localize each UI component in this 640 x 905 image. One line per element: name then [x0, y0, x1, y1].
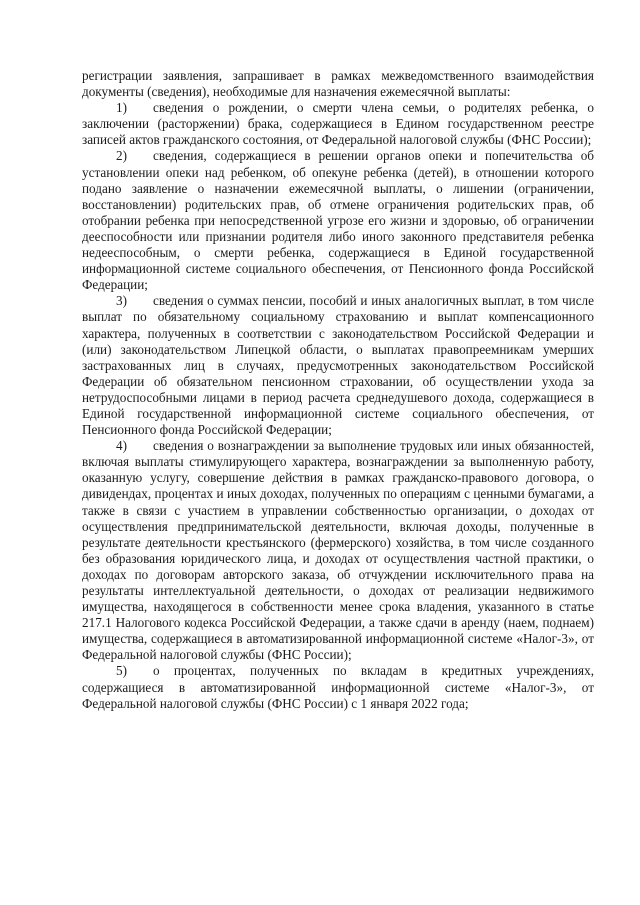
list-item — [82, 438, 594, 663]
list-item-number: 5) — [116, 663, 127, 679]
list-item-number: 4) — [116, 438, 127, 454]
list-item-number: 2) — [116, 148, 127, 164]
intro-paragraph: регистрации заявления, запрашивает в рамках межведомственного взаимодействия документы (сведения), необходимые для назначения ежемесячной выплаты: — [82, 68, 594, 100]
list-item — [82, 663, 594, 711]
list-item-text: сведения о рождении, о смерти члена семьи, о родителях ребенка, о заключении (расторжении) брака, содержащиеся в Едином государственном реестре записей актов гражданского состояния, от Федеральной налоговой службы (ФНС России); — [82, 100, 594, 148]
list-item-text: сведения, содержащиеся в решении органов опеки и попечительства об установлении опеки над ребенком, об опекуне ребенка (детей), в отношении которого подано заявление о назначении ежемесячной выплаты, о лишении (ограничении, восстановлении) родительских прав, об отмене ограничения родительских прав, об отобрании ребенка при непосредственной угрозе его жизни и здоровью, об ограничении дееспособности или признании родителя либо иного законного представителя ребенка недееспособным, о смерти ребенка, содержащиеся в Единой государственной информационной системе социального обеспечения, от Пенсионного фонда Российской Федерации; — [82, 148, 594, 293]
list-item-text: о процентах, полученных по вкладам в кредитных учреждениях, содержащиеся в автоматизированной информационной системе «Налог-3», от Федеральной налоговой службы (ФНС России) с 1 января 2022 года; — [82, 663, 594, 711]
list-item-text: сведения о суммах пенсии, пособий и иных аналогичных выплат, в том числе выплат по обязательному социальному страхованию и выплат компенсационного характера, полученных в соответствии с законодательством Российской Федерации и (или) законодательством Липецкой области, о выплатах правопреемникам умерших застрахованных лиц в случаях, предусмотренных законодательством Российской Федерации об обязательном пенсионном страховании, об осуществлении ухода за нетрудоспособными лицами в период расчета среднедушевого дохода, содержащиеся в Единой государственной информационной системе социального обеспечения, от Пенсионного фонда Российской Федерации; — [82, 293, 594, 438]
list-item-number: 3) — [116, 293, 127, 309]
document-page — [82, 68, 594, 712]
list-item — [82, 100, 594, 148]
list-item-number: 1) — [116, 100, 127, 116]
list-item — [82, 148, 594, 293]
list-item-text: сведения о вознаграждении за выполнение трудовых или иных обязанностей, включая выплаты стимулирующего характера, вознаграждении за выполненную работу, оказанную услугу, совершение действия в рамках гражданско-правового договора, о дивидендах, процентах и иных доходах, полученных по операциям с ценными бумагами, а также в связи с участием в управлении собственностью организации, о доходах от осуществления предпринимательской деятельности, включая доходы, полученные в результате деятельности крестьянского (фермерского) хозяйства, в том числе созданного без образования юридического лица, и доходах от осуществления частной практики, о доходах по договорам авторского заказа, об отчуждении исключительного права на результаты интеллектуальной деятельности, о доходах от реализации недвижимого имущества, находящегося в собственности менее срока владения, указанного в статье 217.1 Налогового кодекса Российской Федерации, а также сдачи в аренду (наем, поднаем) имущества, содержащиеся в автоматизированной информационной системе «Налог-3», от Федеральной налоговой службы (ФНС России); — [82, 438, 594, 663]
list-item — [82, 293, 594, 438]
